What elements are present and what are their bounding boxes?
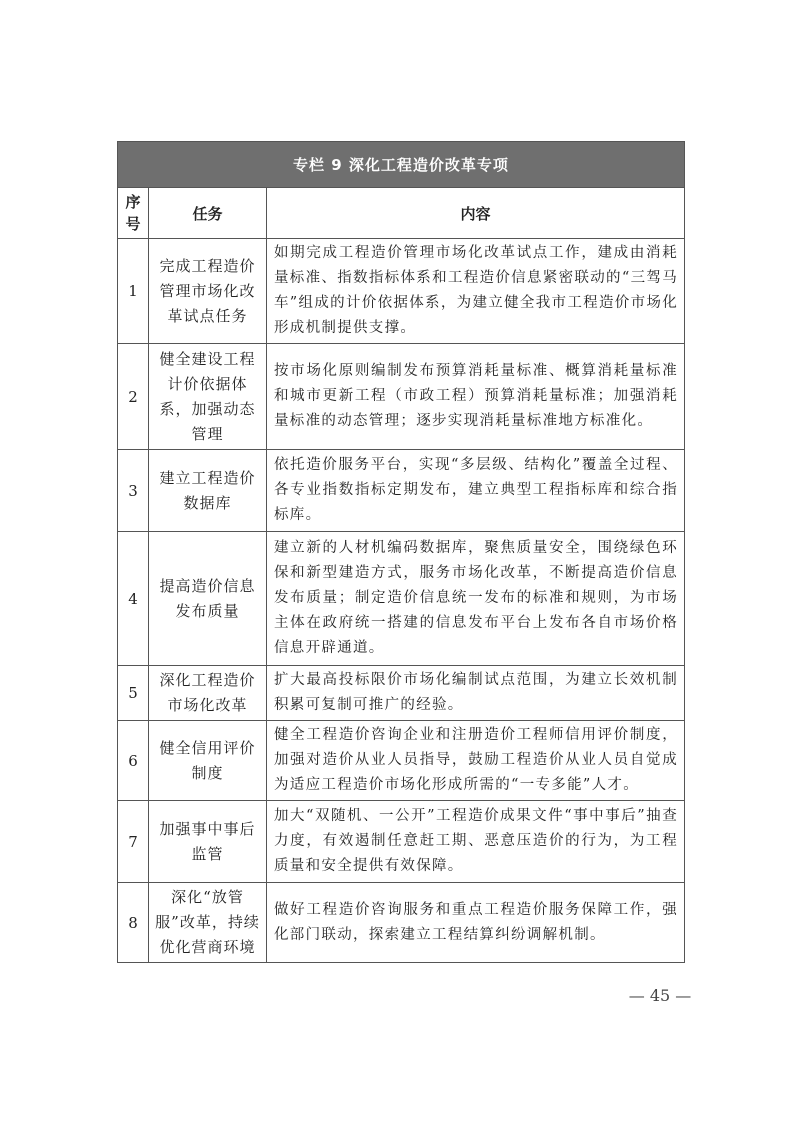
row-content: 做好工程造价咨询服务和重点工程造价服务保障工作，强化部门联动，探索建立工程结算纠纷调解机制。 bbox=[267, 883, 685, 963]
row-task: 深化“放管服”改革，持续优化营商环境 bbox=[149, 883, 267, 963]
row-task: 健全信用评价制度 bbox=[149, 721, 267, 801]
row-num: 2 bbox=[118, 344, 149, 450]
row-content: 按市场化原则编制发布预算消耗量标准、概算消耗量标准和城市更新工程（市政工程）预算消耗量标准；加强消耗量标准的动态管理；逐步实现消耗量标准地方标准化。 bbox=[267, 344, 685, 450]
row-num: 6 bbox=[118, 721, 149, 801]
table-title: 专栏 9 深化工程造价改革专项 bbox=[118, 142, 685, 188]
row-content: 健全工程造价咨询企业和注册造价工程师信用评价制度，加强对造价从业人员指导，鼓励工程造价从业人员自觉成为适应工程造价市场化形成所需的“一专多能”人才。 bbox=[267, 721, 685, 801]
row-task: 健全建设工程计价依据体系，加强动态管理 bbox=[149, 344, 267, 450]
header-task: 任务 bbox=[149, 188, 267, 239]
row-num: 3 bbox=[118, 450, 149, 532]
row-content: 建立新的人材机编码数据库，聚焦质量安全，围绕绿色环保和新型建造方式，服务市场化改革，不断提高造价信息发布质量；制定造价信息统一发布的标准和规则，为市场主体在政府统一搭建的信息发布平台上发布各自市场价格信息开辟通道。 bbox=[267, 532, 685, 666]
table-row bbox=[118, 344, 685, 450]
header-content: 内容 bbox=[267, 188, 685, 239]
table-container bbox=[117, 141, 684, 963]
row-task: 加强事中事后监管 bbox=[149, 801, 267, 883]
table-row bbox=[118, 239, 685, 344]
table-header-row bbox=[118, 188, 685, 239]
table-row bbox=[118, 450, 685, 532]
table-title-row bbox=[118, 142, 685, 188]
row-content: 依托造价服务平台，实现“多层级、结构化”覆盖全过程、各专业指数指标定期发布，建立典型工程指标库和综合指标库。 bbox=[267, 450, 685, 532]
page-number: — 45 — bbox=[628, 986, 692, 1005]
header-seq-label: 序号 bbox=[125, 193, 141, 233]
row-num: 4 bbox=[118, 532, 149, 666]
row-task: 建立工程造价数据库 bbox=[149, 450, 267, 532]
row-num: 1 bbox=[118, 239, 149, 344]
row-task: 深化工程造价市场化改革 bbox=[149, 666, 267, 721]
table-row bbox=[118, 721, 685, 801]
row-content: 扩大最高投标限价市场化编制试点范围，为建立长效机制积累可复制可推广的经验。 bbox=[267, 666, 685, 721]
row-content: 加大“双随机、一公开”工程造价成果文件“事中事后”抽查力度，有效遏制任意赶工期、恶意压造价的行为，为工程质量和安全提供有效保障。 bbox=[267, 801, 685, 883]
row-content: 如期完成工程造价管理市场化改革试点工作，建成由消耗量标准、指数指标体系和工程造价信息紧密联动的“三驾马车”组成的计价依据体系，为建立健全我市工程造价市场化形成机制提供支撑。 bbox=[267, 239, 685, 344]
row-num: 8 bbox=[118, 883, 149, 963]
row-task: 提高造价信息发布质量 bbox=[149, 532, 267, 666]
table-row bbox=[118, 801, 685, 883]
table-row bbox=[118, 532, 685, 666]
reform-table bbox=[117, 141, 685, 963]
header-seq bbox=[118, 188, 149, 239]
table-row bbox=[118, 666, 685, 721]
table-row bbox=[118, 883, 685, 963]
row-num: 5 bbox=[118, 666, 149, 721]
row-num: 7 bbox=[118, 801, 149, 883]
row-task: 完成工程造价管理市场化改革试点任务 bbox=[149, 239, 267, 344]
